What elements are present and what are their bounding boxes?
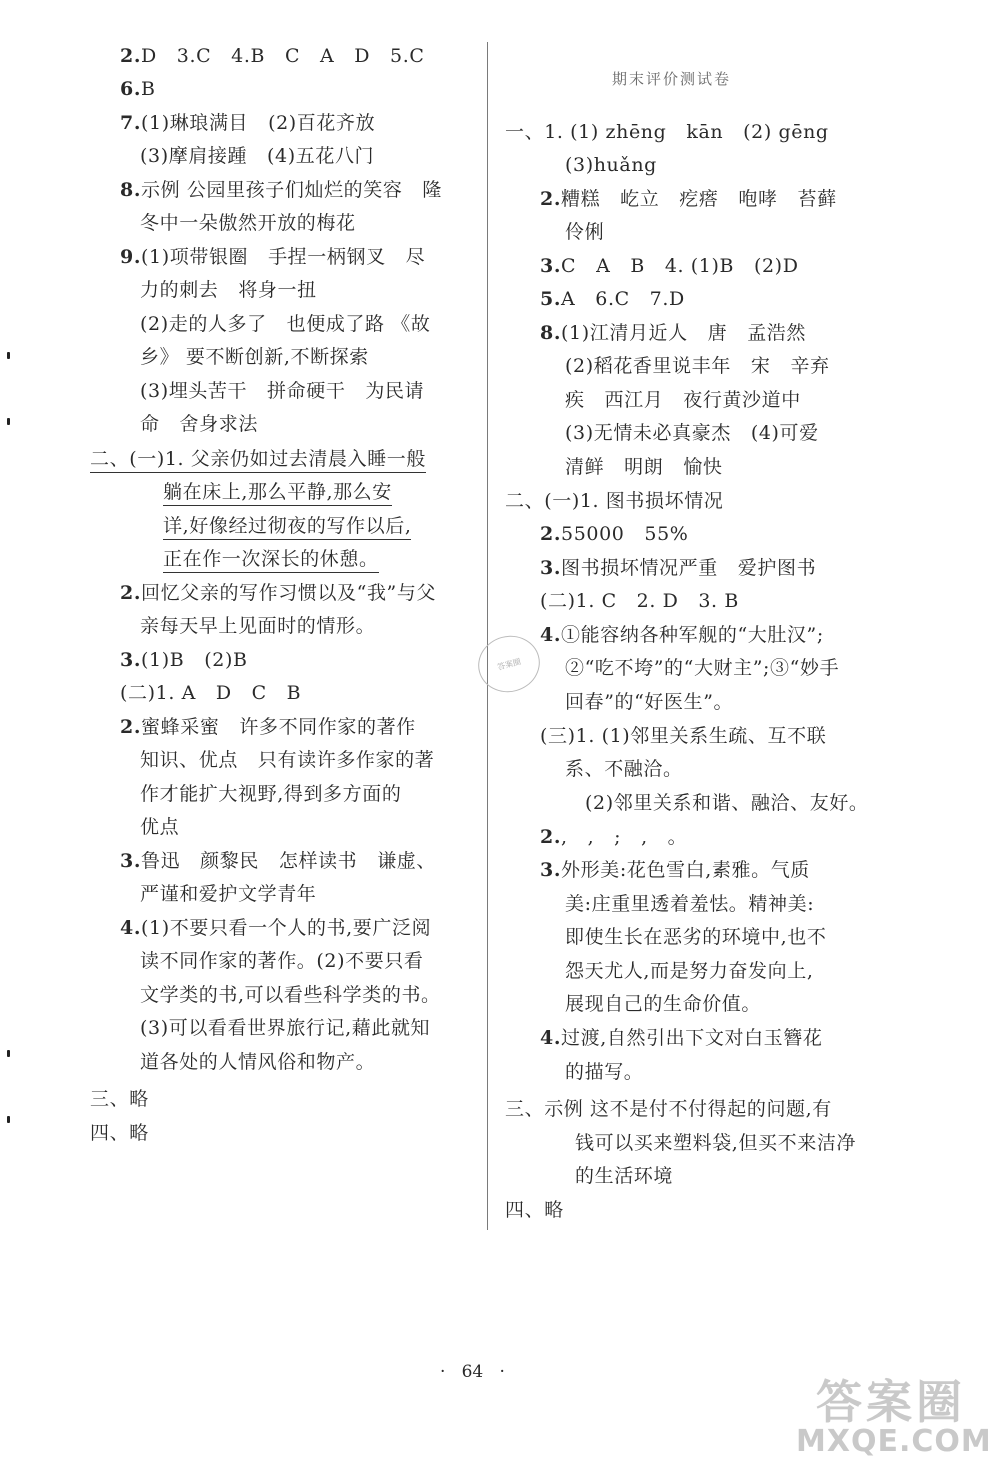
right-answer-line [565, 455, 722, 479]
left-answer-line [140, 1016, 430, 1040]
answer-text: 文学类的书,可以看些科学类的书。 [140, 984, 441, 1006]
right-answer-line [565, 656, 839, 680]
right-answer-line [565, 925, 826, 949]
right-answer-line [505, 1097, 832, 1121]
margin-mark [7, 1050, 10, 1057]
left-answer-line [140, 983, 441, 1007]
right-answer-line [540, 522, 688, 546]
left-answer-line [120, 245, 425, 269]
answer-text: 即使生长在恶劣的环境中,也不 [565, 926, 827, 948]
answer-text: (3)摩肩接踵 (4)五花八门 [140, 145, 375, 167]
answer-text: 冬中一朵傲然开放的梅花 [140, 212, 356, 234]
answer-text: D 3.C 4.B C A D 5.C [141, 45, 425, 67]
margin-mark [7, 418, 10, 425]
left-answer-line [140, 614, 375, 638]
question-number: 2. [540, 188, 562, 210]
left-answer-line [120, 916, 431, 940]
right-answer-line [575, 1164, 673, 1188]
answer-text: (3)埋头苦干 拼命硬干 为民请 [140, 380, 425, 402]
left-answer-line [120, 44, 425, 68]
right-answer-line [505, 489, 723, 513]
answer-text: 详,好像经过彻夜的写作以后, [163, 515, 411, 540]
answer-text: 乡》 要不断创新,不断探索 [140, 346, 369, 368]
question-number: 4. [540, 1027, 562, 1049]
left-answer-line [90, 1087, 149, 1111]
answer-text: 糟糕 屹立 疙瘩 咆哮 苔藓 [561, 188, 837, 210]
right-answer-line [565, 959, 813, 983]
right-answer-line [540, 254, 799, 278]
answer-text: 二、(一)1. 图书损坏情况 [505, 490, 724, 512]
answer-text: 读不同作家的著作。(2)不要只看 [140, 950, 424, 972]
question-number: 3. [540, 255, 562, 277]
left-answer-line [140, 782, 401, 806]
question-number: 9. [120, 246, 142, 268]
answer-text: 示例 公园里孩子们灿烂的笑容 隆 [141, 179, 443, 201]
left-answer-line [140, 748, 434, 772]
answer-text: (3)可以看看世界旅行记,藉此就知 [140, 1017, 431, 1039]
right-section-title: 期末评价测试卷 [612, 70, 732, 88]
answer-text: 优点 [140, 816, 180, 838]
answer-text: (3)huǎng [565, 154, 657, 176]
answer-text: 四、略 [505, 1199, 564, 1221]
answer-text: (1)不要只看一个人的书,要广泛阅 [141, 917, 432, 939]
left-answer-line [140, 379, 424, 403]
right-answer-line [540, 556, 816, 580]
right-answer-line [565, 757, 683, 781]
right-answer-line [540, 825, 687, 849]
right-answer-line [540, 623, 824, 647]
right-answer-line [540, 589, 739, 613]
left-answer-line [140, 278, 317, 302]
answer-text: 三、示例 这不是付不付得起的问题,有 [505, 1098, 832, 1120]
question-number: 2. [540, 523, 562, 545]
answer-text: 作才能扩大视野,得到多方面的 [140, 783, 402, 805]
question-number: 2. [540, 826, 562, 848]
answer-text: 亲每天早上见面时的情形。 [140, 615, 376, 637]
answer-text: 伶俐 [565, 221, 605, 243]
answer-text: A 6.C 7.D [561, 288, 685, 310]
answer-text: 的生活环境 [575, 1165, 674, 1187]
question-number: 7. [120, 112, 142, 134]
right-answer-line [565, 388, 801, 412]
watermark-logo [786, 1366, 992, 1461]
answer-text: (1)项带银圈 手捏一柄钢叉 尽 [141, 246, 426, 268]
answer-text: (1)B (2)B [141, 649, 248, 671]
right-answer-line [540, 724, 826, 748]
question-number: 6. [120, 78, 142, 100]
answer-text: (2)稻花香里说丰年 宋 辛弃 [565, 355, 830, 377]
question-number: 8. [120, 179, 142, 201]
answer-text: 外形美:花色雪白,素雅。气质 [561, 859, 810, 881]
left-answer-line [140, 882, 316, 906]
answer-text: 图书损坏情况严重 爱护图书 [561, 557, 817, 579]
left-answer-line [163, 480, 392, 504]
answer-text: (2)走的人多了 也便成了路 《故 [140, 313, 431, 335]
left-answer-line [90, 1121, 149, 1145]
answer-text: (二)1. C 2. D 3. B [540, 590, 739, 612]
answer-text: (三)1. (1)邻里关系生疏、互不联 [540, 725, 827, 747]
right-answer-line [505, 120, 829, 144]
right-answer-line [505, 1198, 564, 1222]
answer-text: (1)江清月近人 唐 孟浩然 [561, 322, 806, 344]
right-answer-line [575, 1131, 856, 1155]
left-answer-line [120, 581, 436, 605]
answer-text: 清鲜 明朗 愉快 [565, 456, 723, 478]
answer-text: 力的刺去 将身一扭 [140, 279, 317, 301]
answer-text: (二)1. A D C B [120, 682, 302, 704]
answer-text: 回春”的“好医生”。 [565, 691, 734, 713]
answer-text: (1)琳琅满目 (2)百花齐放 [141, 112, 376, 134]
answer-text: 展现自己的生命价值。 [565, 993, 762, 1015]
right-answer-line [565, 892, 814, 916]
answer-text: 道各处的人情风俗和物产。 [140, 1051, 376, 1073]
watermark-big-text: 答案圈 [816, 1375, 966, 1429]
margin-mark [7, 1116, 10, 1123]
answer-text: 回忆父亲的写作习惯以及“我”与父 [141, 582, 437, 604]
right-answer-line [565, 153, 657, 177]
stamp-mark: 答案圈 [472, 629, 546, 699]
answer-text: 一、1. (1) zhēng kān (2) gēng [505, 121, 829, 143]
answer-text: 四、略 [90, 1122, 149, 1144]
left-answer-line [140, 412, 258, 436]
right-answer-line [565, 354, 830, 378]
right-answer-line [565, 690, 733, 714]
left-answer-line [140, 345, 369, 369]
right-answer-line [565, 220, 604, 244]
left-answer-line [120, 681, 301, 705]
answer-text: 系、不融洽。 [565, 758, 683, 780]
left-answer-line [140, 312, 430, 336]
answer-text: 正在作一次深长的休憩。 [163, 548, 379, 573]
answer-text: B [141, 78, 156, 100]
right-answer-line [565, 421, 819, 445]
page-number: · 64 · [440, 1362, 505, 1382]
question-number: 8. [540, 322, 562, 344]
question-number: 2. [120, 45, 142, 67]
right-answer-line [565, 992, 761, 1016]
question-number: 3. [540, 557, 562, 579]
answer-text: 过渡,自然引出下文对白玉簪花 [561, 1027, 823, 1049]
answer-text: 严谨和爱护文学青年 [140, 883, 317, 905]
left-answer-line [120, 77, 156, 101]
answer-text: 躺在床上,那么平静,那么安 [163, 481, 392, 506]
answer-text: ①能容纳各种军舰的“大肚汉”; [561, 624, 824, 646]
left-answer-line [140, 1050, 375, 1074]
right-answer-line [585, 791, 869, 815]
left-answer-line [163, 514, 411, 538]
left-answer-line [120, 849, 436, 873]
right-answer-line [540, 321, 806, 345]
left-answer-line [120, 648, 248, 672]
answer-text: , , ; , 。 [561, 826, 688, 848]
answer-text: 疾 西江月 夜行黄沙道中 [565, 389, 801, 411]
left-answer-line [120, 178, 442, 202]
watermark-small-text: MXQE.COM [796, 1424, 992, 1459]
left-answer-line [120, 111, 375, 135]
answer-text: 美:庄重里透着羞怯。精神美: [565, 893, 815, 915]
answer-text: C A B 4. (1)B (2)D [561, 255, 799, 277]
column-divider [487, 42, 488, 1230]
answer-text: 蜜蜂采蜜 许多不同作家的著作 [141, 716, 416, 738]
answer-text: 的描写。 [565, 1061, 644, 1083]
answer-text: 二、(一)1. 父亲仍如过去清晨入睡一般 [90, 448, 426, 473]
answer-text: 命 舍身求法 [140, 413, 258, 435]
question-number: 3. [540, 859, 562, 881]
question-number: 3. [120, 649, 142, 671]
answer-text: (2)邻里关系和谐、融洽、友好。 [585, 792, 869, 814]
left-answer-line [163, 547, 379, 571]
answer-text: ②“吃不垮”的“大财主”;③“妙手 [565, 657, 840, 679]
right-answer-line [540, 858, 810, 882]
answer-text: 三、略 [90, 1088, 149, 1110]
answer-text: 怨天尤人,而是努力奋发向上, [565, 960, 814, 982]
left-answer-line [140, 211, 356, 235]
left-answer-line [90, 447, 426, 471]
answer-text: 钱可以买来塑料袋,但买不来洁净 [575, 1132, 857, 1154]
question-number: 5. [540, 288, 562, 310]
left-answer-line [140, 815, 179, 839]
right-answer-line [565, 1060, 643, 1084]
answer-text: 55000 55% [561, 523, 689, 545]
question-number: 2. [120, 582, 142, 604]
question-number: 4. [120, 917, 142, 939]
right-answer-line [540, 287, 685, 311]
question-number: 2. [120, 716, 142, 738]
right-answer-line [540, 1026, 823, 1050]
left-answer-line [140, 949, 424, 973]
question-number: 4. [540, 624, 562, 646]
left-answer-line [140, 144, 374, 168]
question-number: 3. [120, 850, 142, 872]
margin-mark [7, 352, 10, 359]
left-answer-line [120, 715, 416, 739]
right-answer-line [540, 187, 837, 211]
answer-text: (3)无情未必真豪杰 (4)可爱 [565, 422, 819, 444]
answer-text: 知识、优点 只有读许多作家的著 [140, 749, 435, 771]
answer-text: 鲁迅 颜黎民 怎样读书 谦虚、 [141, 850, 437, 872]
